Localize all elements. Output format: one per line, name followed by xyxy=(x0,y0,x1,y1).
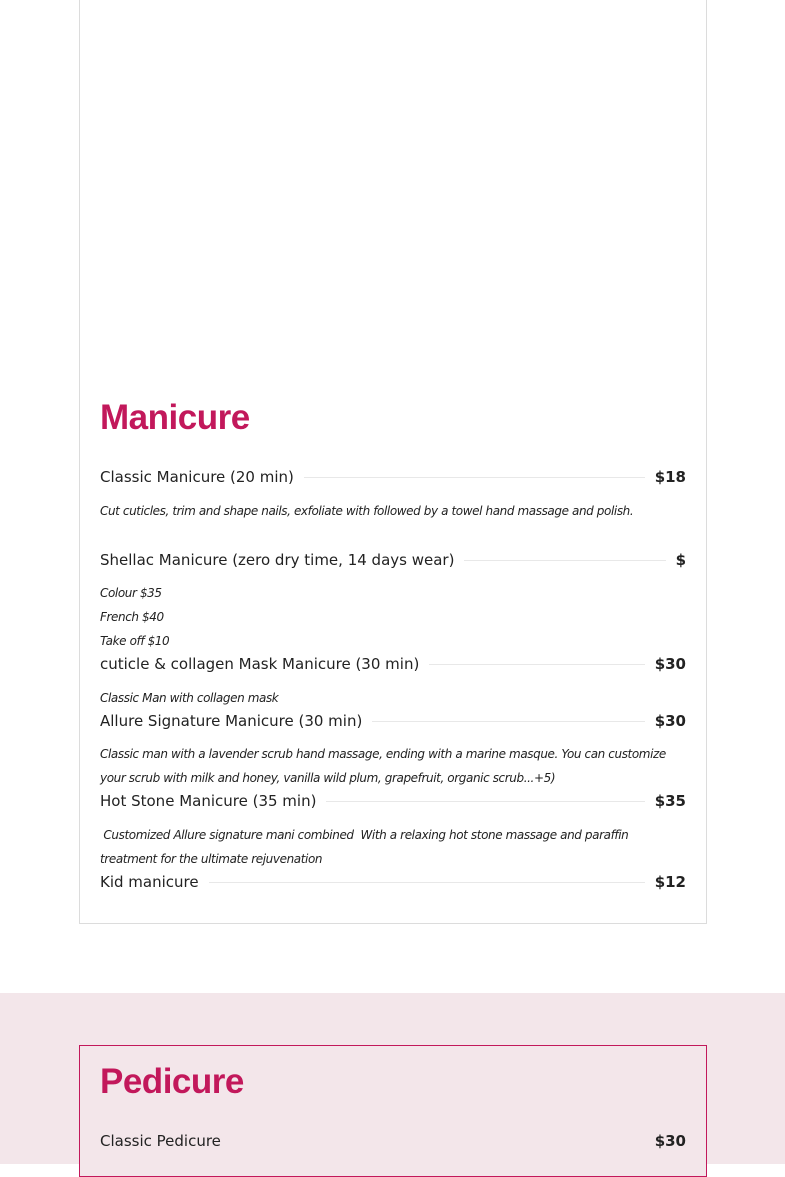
item-name: Kid manicure xyxy=(100,873,199,891)
item-description: Cut cuticles, trim and shape nails, exfoliate with followed by a towel hand massage and polish. xyxy=(100,504,634,518)
dotted-leader xyxy=(209,882,645,883)
menu-item-classic-manicure xyxy=(100,465,686,489)
dotted-leader xyxy=(372,721,644,722)
item-price: $30 xyxy=(654,655,686,673)
item-price: $ xyxy=(675,551,686,569)
item-name: Classic Pedicure xyxy=(100,1132,221,1150)
item-price: $35 xyxy=(654,792,686,810)
item-name: Allure Signature Manicure (30 min) xyxy=(100,712,363,730)
menu-item-classic-pedicure xyxy=(100,1129,686,1153)
item-name: Hot Stone Manicure (35 min) xyxy=(100,792,317,810)
item-price: $12 xyxy=(654,873,686,891)
dotted-leader xyxy=(326,801,644,802)
menu-item-shellac-manicure xyxy=(100,548,686,572)
item-price: $30 xyxy=(654,1132,686,1150)
item-name: cuticle & collagen Mask Manicure (30 min) xyxy=(100,655,420,673)
item-description: Classic man with a lavender scrub hand massage, ending with a marine masque. You can customize your scrub with milk and honey, vanilla wild plum, grapefruit, organic scrub...+5) xyxy=(100,747,666,785)
item-name: Classic Manicure (20 min) xyxy=(100,468,294,486)
item-description: Customized Allure signature mani combined With a relaxing hot stone massage and paraffin treatment for the ultimate rejuvenation xyxy=(100,828,632,866)
item-price: $30 xyxy=(654,712,686,730)
manicure-title: Manicure xyxy=(100,398,250,437)
menu-item-kid-manicure xyxy=(100,870,686,894)
pedicure-title: Pedicure xyxy=(100,1062,244,1101)
dotted-leader xyxy=(304,477,645,478)
dotted-leader xyxy=(464,560,665,561)
item-name: Shellac Manicure (zero dry time, 14 days wear) xyxy=(100,551,455,569)
item-note-french: French $40 xyxy=(100,610,164,624)
dotted-leader xyxy=(231,1141,645,1142)
menu-item-collagen-manicure xyxy=(100,652,686,676)
item-description: Classic Man with collagen mask xyxy=(100,691,279,705)
item-price: $18 xyxy=(654,468,686,486)
menu-item-hot-stone-manicure xyxy=(100,789,686,813)
item-note-colour: Colour $35 xyxy=(100,586,162,600)
menu-item-allure-signature-manicure xyxy=(100,709,686,733)
dotted-leader xyxy=(429,664,644,665)
item-note-take-off: Take off $10 xyxy=(100,634,170,648)
